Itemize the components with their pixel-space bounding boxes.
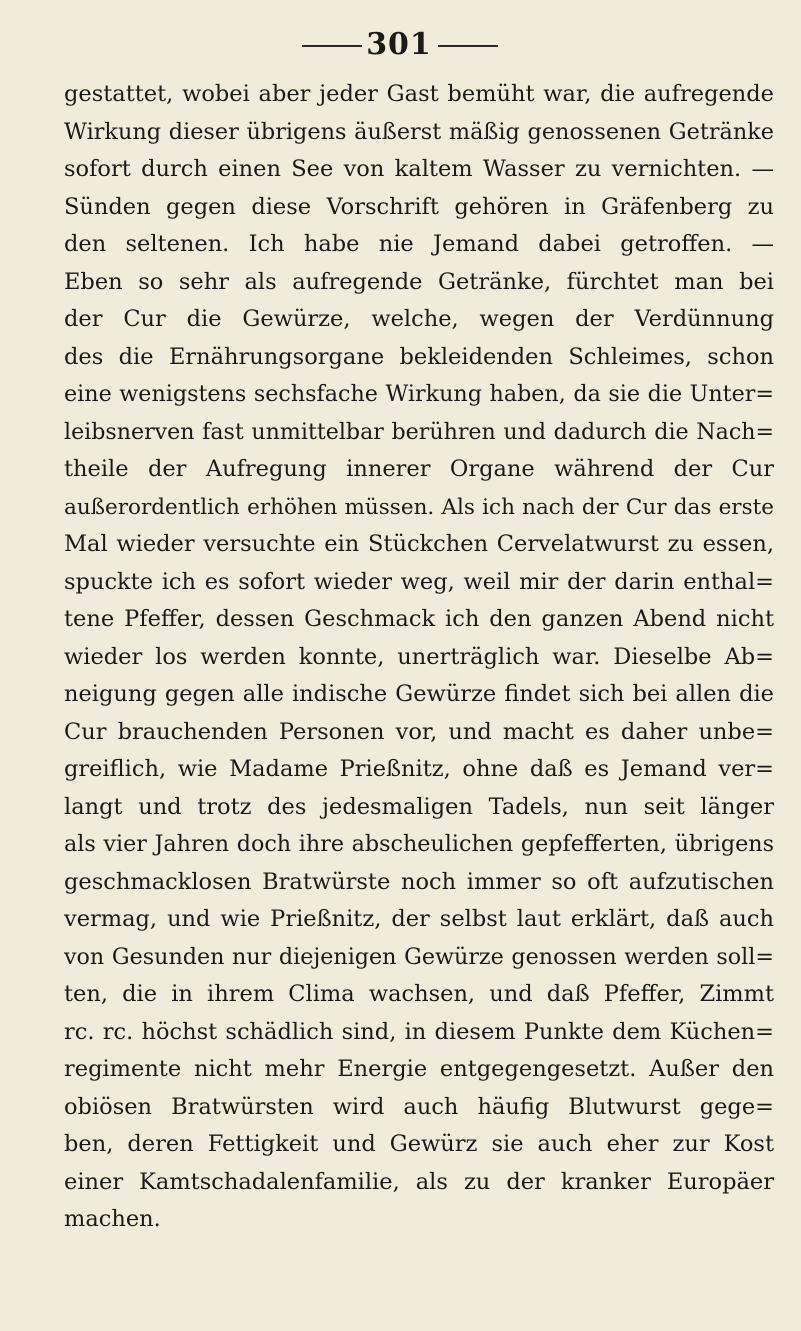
text-line: greiflich, wie Madame Prießnitz, ohne daß es Jemand ver= [64,756,774,782]
text-line: obiösen Bratwürsten wird auch häufig Blutwurst gege= [64,1093,774,1120]
text-line: langt und trotz des jedesmaligen Tadels, nun seit länger [64,793,774,820]
page-header [0,24,801,64]
text-line: leibsnerven fast unmittelbar berühren und dadurch die Nach= [64,418,774,445]
text-line: Wirkung dieser übrigens äußerst mäßig genossenen Getränke [64,118,774,145]
text-line: den seltenen. Ich habe nie Jemand dabei getroffen. — [64,231,774,257]
page-number: 301 [366,27,432,62]
text-line: gestattet, wobei aber jeder Gast bemüht war, die aufregende [64,81,774,107]
text-line: sofort durch einen See von kaltem Wasser zu vernichten. — [64,156,774,182]
header-rule-right [438,45,498,47]
text-line: eine wenigstens sechsfache Wirkung haben, da sie die Unter= [64,381,774,407]
text-line: Mal wieder versuchte ein Stückchen Cervelatwurst zu essen, [64,531,774,557]
body-text [64,76,774,1239]
text-line: spuckte ich es sofort wieder weg, weil mir der darin enthal= [64,568,774,595]
text-line: Sünden gegen diese Vorschrift gehören in Gräfenberg zu [64,193,774,220]
text-line: der Cur die Gewürze, welche, wegen der Verdünnung [64,306,774,332]
text-line: von Gesunden nur diejenigen Gewürze genossen werden soll= [64,943,774,970]
text-line: ben, deren Fettigkeit und Gewürz sie auch eher zur Kost [64,1131,774,1157]
text-line: außerordentlich erhöhen müssen. Als ich nach der Cur das erste [64,494,774,520]
text-line: theile der Aufregung innerer Organe während der Cur [64,456,774,482]
text-line: Cur brauchenden Personen vor, und macht es daher unbe= [64,718,774,745]
text-line: des die Ernährungsorgane bekleidenden Schleimes, schon [64,343,774,370]
text-line: rc. rc. höchst schädlich sind, in diesem Punkte dem Küchen= [64,1018,774,1045]
text-line: Eben so sehr als aufregende Getränke, fürchtet man bei [64,268,774,295]
text-line: regimente nicht mehr Energie entgegengesetzt. Außer den [64,1056,774,1082]
text-line: einer Kamtschadalenfamilie, als zu der kranker Europäer [64,1168,774,1195]
text-line: machen. [64,1206,161,1232]
text-line: wieder los werden konnte, unerträglich war. Dieselbe Ab= [64,643,774,670]
header-rule-left [302,45,362,47]
text-line: geschmacklosen Bratwürste noch immer so oft aufzutischen [64,868,774,895]
text-line: vermag, und wie Prießnitz, der selbst laut erklärt, daß auch [64,906,774,932]
text-line: als vier Jahren doch ihre abscheulichen gepfefferten, übrigens [64,831,774,857]
text-line: tene Pfeffer, dessen Geschmack ich den ganzen Abend nicht [64,606,774,632]
text-line: neigung gegen alle indische Gewürze findet sich bei allen die [64,681,774,707]
text-line: ten, die in ihrem Clima wachsen, und daß Pfeffer, Zimmt [64,981,774,1007]
